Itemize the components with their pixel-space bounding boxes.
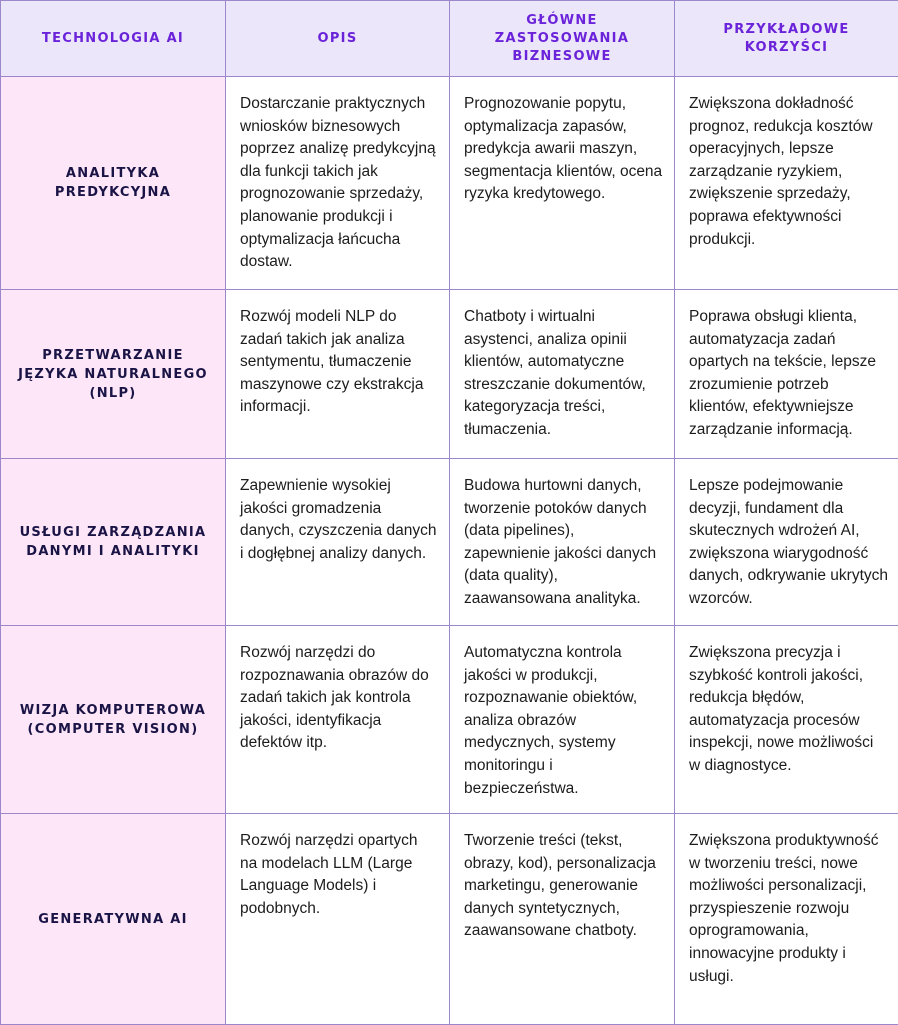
row-benefits: Zwiększona dokładność prognoz, redukcja kosztów operacyjnych, lepsze zarządzanie ryzykiem, zwiększenie sprzedaży, poprawa efektywności produkcji. [675, 77, 898, 290]
row-applications: Prognozowanie popytu, optymalizacja zapasów, predykcja awarii maszyn, segmentacja klientów, ocena ryzyka kredytowego. [450, 77, 675, 290]
row-description: Rozwój narzędzi opartych na modelach LLM (Large Language Models) i podobnych. [226, 814, 450, 1025]
row-technology: PRZETWARZANIE JĘZYKA NATURALNEGO (NLP) [1, 290, 226, 459]
table-row [1, 814, 898, 1025]
row-applications: Tworzenie treści (tekst, obrazy, kod), personalizacja marketingu, generowanie danych syntetycznych, zaawansowane chatboty. [450, 814, 675, 1025]
header-description: OPIS [226, 1, 450, 77]
header-benefits: PRZYKŁADOWE KORZYŚCI [675, 1, 898, 77]
row-benefits: Lepsze podejmowanie decyzji, fundament dla skutecznych wdrożeń AI, zwiększona wiarygodność danych, odkrywanie ukrytych wzorców. [675, 459, 898, 626]
row-benefits: Zwiększona produktywność w tworzeniu treści, nowe możliwości personalizacji, przyspieszenie rozwoju oprogramowania, innowacyjne produkty i usługi. [675, 814, 898, 1025]
row-description: Rozwój narzędzi do rozpoznawania obrazów do zadań takich jak kontrola jakości, identyfikacja defektów itp. [226, 626, 450, 814]
row-description: Rozwój modeli NLP do zadań takich jak analiza sentymentu, tłumaczenie maszynowe czy ekstrakcja informacji. [226, 290, 450, 459]
row-applications: Budowa hurtowni danych, tworzenie potoków danych (data pipelines), zapewnienie jakości danych (data quality), zaawansowana analityka. [450, 459, 675, 626]
row-technology: GENERATYWNA AI [1, 814, 226, 1025]
row-technology: USŁUGI ZARZĄDZANIA DANYMI I ANALITYKI [1, 459, 226, 626]
row-applications: Chatboty i wirtualni asystenci, analiza opinii klientów, automatyczne streszczanie dokumentów, kategoryzacja treści, tłumaczenia. [450, 290, 675, 459]
table-row [1, 290, 898, 459]
table-row [1, 626, 898, 814]
row-applications: Automatyczna kontrola jakości w produkcji, rozpoznawanie obiektów, analiza obrazów medycznych, systemy monitoringu i bezpieczeństwa. [450, 626, 675, 814]
row-technology: WIZJA KOMPUTEROWA (COMPUTER VISION) [1, 626, 226, 814]
row-benefits: Poprawa obsługi klienta, automatyzacja zadań opartych na tekście, lepsze zrozumienie potrzeb klientów, efektywniejsze zarządzanie informacją. [675, 290, 898, 459]
header-technology: TECHNOLOGIA AI [1, 1, 226, 77]
row-description: Dostarczanie praktycznych wniosków biznesowych poprzez analizę predykcyjną dla funkcji takich jak prognozowanie sprzedaży, planowanie produkcji i optymalizacja łańcucha dostaw. [226, 77, 450, 290]
row-description: Zapewnienie wysokiej jakości gromadzenia danych, czyszczenia danych i dogłębnej analizy danych. [226, 459, 450, 626]
row-technology: ANALITYKA PREDYKCYJNA [1, 77, 226, 290]
table-row [1, 77, 898, 290]
row-benefits: Zwiększona precyzja i szybkość kontroli jakości, redukcja błędów, automatyzacja procesów inspekcji, nowe możliwości w diagnostyce. [675, 626, 898, 814]
header-row [1, 1, 898, 77]
table-row [1, 459, 898, 626]
header-applications: GŁÓWNE ZASTOSOWANIA BIZNESOWE [450, 1, 675, 77]
